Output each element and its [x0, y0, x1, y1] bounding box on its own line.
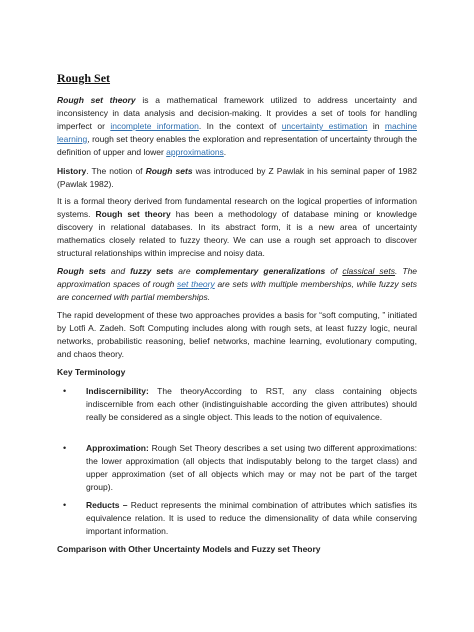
approximation-term: Approximation:	[86, 443, 149, 453]
intro-text-4: , rough set theory enables the exploration and representation of uncertainty through the definition of upper and lower	[57, 134, 417, 157]
set-theory-link[interactable]: set theory	[177, 279, 215, 289]
indiscernibility-description: The theoryAccording to RST, any class containing objects indiscernible from each other (indistinguishable according the given attributes) should really be considered as a single object. This leads to the notion of equivalence.	[86, 386, 417, 422]
indiscernibility-term: Indiscernibility:	[86, 386, 149, 396]
history-text-2: was introduced by Z Pawlak in his seminal paper of 1982 (Pawlak 1982).	[57, 166, 417, 189]
key-terminology-heading: Key Terminology	[57, 367, 126, 377]
fuzzy-sets-term: fuzzy sets	[130, 266, 174, 276]
rough-sets-term: Rough sets	[145, 166, 193, 176]
reducts-term: Reducts –	[86, 500, 128, 510]
machine-learning-link[interactable]: machine learning	[57, 121, 417, 144]
bullet-icon: •	[63, 386, 67, 396]
soft-computing-paragraph: The rapid development of these two approaches provides a basis for “soft computing, ” initiated by Lotfi A. Zadeh. Soft Computing includes along with rough sets, at least fuzzy logic, neural networks, probabilistic reasoning, belief networks, machine learning, evolutionary computing, and chaos theory.	[57, 310, 417, 359]
history-paragraph	[57, 165, 417, 191]
bullet-approximation-text	[86, 442, 417, 494]
complementary-text-1: and	[105, 266, 131, 276]
rough-sets-term-2: Rough sets	[57, 266, 106, 276]
rough-set-theory-term-2: Rough set theory	[95, 209, 171, 219]
history-label: History	[57, 166, 87, 176]
complementary-text-4: . The approximation spaces of rough	[57, 266, 418, 289]
approximation-description: Rough Set Theory describes a set using two different approximations: the lower approximation (all objects that indisputably belong to the target class) and upper approximation (set of all objects which may or may not be part of the target group).	[86, 443, 417, 492]
bullet-icon: •	[63, 443, 67, 453]
bullet-reducts-text	[86, 499, 417, 538]
complementary-paragraph	[57, 265, 417, 304]
approximations-link[interactable]: approximations	[166, 147, 224, 157]
bullet-icon: •	[63, 500, 67, 510]
formal-text-2: has been a methodology of database mining or knowledge discovery in relational databases. In its abstract form, it is a new area of uncertainty mathematics closely related to fuzzy theory. We can use a rough set approach to discover structural relationships within imprecise and noisy data.	[57, 209, 417, 258]
formal-theory-paragraph	[57, 195, 417, 260]
intro-text-1: is a mathematical framework utilized to address uncertainty and inconsistency in data analysis and decision-making. It provides a set of tools for handling imperfect or	[57, 95, 417, 131]
page-title: Rough Set	[57, 71, 111, 85]
bullet-indiscernibility-text	[86, 385, 417, 424]
reducts-description: Reduct represents the minimal combination of attributes which satisfies its equivalence relation. It is used to reduce the dimensionality of data while conserving important information.	[86, 500, 418, 536]
classical-sets-term: classical sets	[342, 266, 396, 276]
uncertainty-estimation-link[interactable]: uncertainty estimation	[281, 121, 368, 131]
formal-text-1: It is a formal theory derived from fundamental research on the logical properties of information systems.	[57, 196, 417, 219]
complementary-text-3: of	[325, 266, 343, 276]
rough-set-theory-term: Rough set theory	[57, 95, 136, 105]
intro-text-3: in	[367, 121, 385, 131]
intro-text-5: .	[223, 147, 227, 157]
complementary-text-5: are sets with multiple memberships, while fuzzy sets are concerned with partial memberships.	[57, 279, 417, 302]
history-text-1: . The notion of	[86, 166, 146, 176]
complementary-generalizations-term: complementary generalizations	[195, 266, 326, 276]
incomplete-information-link[interactable]: incomplete information	[110, 121, 199, 131]
comparison-heading: Comparison with Other Uncertainty Models and Fuzzy set Theory	[57, 544, 321, 554]
complementary-text-2: are	[173, 266, 196, 276]
intro-paragraph	[57, 94, 417, 159]
intro-text-2: . In the context of	[198, 121, 282, 131]
